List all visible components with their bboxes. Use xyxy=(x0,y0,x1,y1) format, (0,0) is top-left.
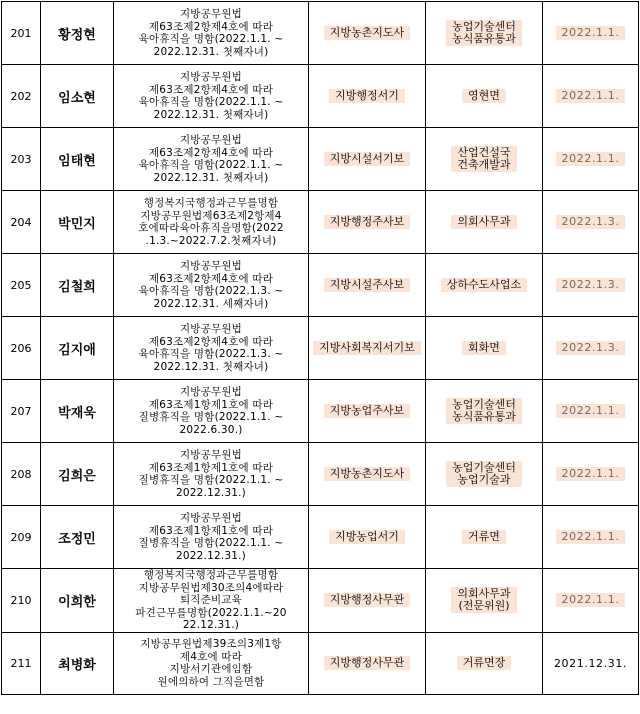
order-description: 지방공무원법 제63조제2항제4호에 따라 육아휴직을 명함(2022.1.1. ~ 2022.12.31. 첫째자녀) xyxy=(138,71,284,121)
order-description: 지방공무원법 제63조제2항제4호에 따라 육아휴직을 명함(2022.1.3. ~ 2022.12.31. 세째자녀) xyxy=(138,260,284,310)
row-number: 205 xyxy=(10,278,32,292)
row-number-cell xyxy=(2,254,41,317)
department-cell xyxy=(426,506,543,569)
department-cell xyxy=(426,128,543,191)
rank-cell xyxy=(309,65,426,128)
description-cell xyxy=(114,569,309,633)
rank-label: 지방행정사무관 xyxy=(324,593,410,607)
department-label: 농업기술센터 농식품유통과 xyxy=(446,20,522,46)
row-number: 207 xyxy=(10,404,32,418)
effective-date: 2022.1.1. xyxy=(556,89,626,103)
table-row xyxy=(2,191,639,254)
rank-label: 지방농촌지도사 xyxy=(324,26,410,40)
date-cell xyxy=(543,380,639,443)
department-label: 산업건설국 건축개발과 xyxy=(451,146,516,172)
person-name: 김철희 xyxy=(58,279,96,295)
person-name: 임태현 xyxy=(58,153,96,169)
name-cell xyxy=(41,506,114,569)
rank-cell xyxy=(309,128,426,191)
person-name: 황정현 xyxy=(58,27,96,43)
person-name: 조정민 xyxy=(58,531,96,547)
date-cell xyxy=(543,2,639,65)
person-name: 박민지 xyxy=(58,216,96,232)
department-label: 거류면 xyxy=(462,530,506,544)
description-cell xyxy=(114,128,309,191)
department-label: 상하수도사업소 xyxy=(441,278,527,292)
table-row xyxy=(2,380,639,443)
department-label: 영현면 xyxy=(462,89,506,103)
order-description: 행정복지국행정과근무를명함 지방공무원법제63조제2항제4 호에따라육아휴직을명함(2022 .1.3.~2022.7.2.첫째자녀) xyxy=(138,197,284,247)
name-cell xyxy=(41,2,114,65)
rank-label: 지방농업서기 xyxy=(329,530,405,544)
description-cell xyxy=(114,65,309,128)
person-name: 이희한 xyxy=(58,594,96,610)
row-number-cell xyxy=(2,317,41,380)
name-cell xyxy=(41,569,114,633)
rank-label: 지방시설서기보 xyxy=(324,152,410,166)
rank-cell xyxy=(309,443,426,506)
description-cell xyxy=(114,443,309,506)
effective-date: 2022.1.1. xyxy=(556,467,626,481)
row-number-cell xyxy=(2,632,41,694)
name-cell xyxy=(41,128,114,191)
order-description: 지방공무원법 제63조제1항제1호에 따라 질병휴직을 명함(2022.1.1. ~ 2022.6.30.) xyxy=(138,386,284,436)
table-row xyxy=(2,65,639,128)
department-label: 회화면 xyxy=(462,341,506,355)
table-row xyxy=(2,317,639,380)
rank-label: 지방농업주사보 xyxy=(324,404,410,418)
effective-date: 2022.1.3. xyxy=(556,215,626,229)
rank-label: 지방행정사무관 xyxy=(324,656,410,670)
row-number-cell xyxy=(2,2,41,65)
department-cell xyxy=(426,380,543,443)
department-cell xyxy=(426,569,543,633)
row-number: 201 xyxy=(10,26,32,40)
department-cell xyxy=(426,254,543,317)
row-number: 203 xyxy=(10,152,32,166)
row-number: 206 xyxy=(10,341,32,355)
rank-label: 지방농촌지도사 xyxy=(324,467,410,481)
table-row xyxy=(2,254,639,317)
department-cell xyxy=(426,2,543,65)
rank-cell xyxy=(309,254,426,317)
department-cell xyxy=(426,632,543,694)
department-label: 거류면장 xyxy=(457,656,512,670)
row-number-cell xyxy=(2,506,41,569)
date-cell xyxy=(543,317,639,380)
department-label: 농업기술센터 농업기술과 xyxy=(446,461,522,487)
rank-label: 지방행정서기 xyxy=(329,89,405,103)
rank-cell xyxy=(309,380,426,443)
personnel-table xyxy=(1,1,639,695)
name-cell xyxy=(41,380,114,443)
row-number: 210 xyxy=(10,593,32,607)
department-label: 의회사무과 (전문위원) xyxy=(451,587,516,613)
rank-cell xyxy=(309,2,426,65)
row-number: 209 xyxy=(10,530,32,544)
department-label: 의회사무과 xyxy=(451,215,516,229)
order-description: 지방공무원법 제63조제2항제4호에 따라 육아휴직을 명함(2022.1.1. ~ 2022.12.31. 첫째자녀) xyxy=(138,8,284,58)
table-row xyxy=(2,128,639,191)
effective-date: 2022.1.1. xyxy=(556,152,626,166)
name-cell xyxy=(41,254,114,317)
date-cell xyxy=(543,254,639,317)
person-name: 김희은 xyxy=(58,468,96,484)
order-description: 지방공무원법 제63조제2항제4호에 따라 육아휴직을 명함(2022.1.1. ~ 2022.12.31. 첫째자녀) xyxy=(138,134,284,184)
rank-label: 지방시설주사보 xyxy=(324,278,410,292)
date-cell xyxy=(543,191,639,254)
person-name: 박재욱 xyxy=(58,405,96,421)
row-number: 202 xyxy=(10,89,32,103)
description-cell xyxy=(114,506,309,569)
row-number-cell xyxy=(2,443,41,506)
order-description: 지방공무원법제39조의3제1항 제4호에 따라 지방서기관에임함 원에의하여 그직을면함 xyxy=(140,638,282,688)
table-row xyxy=(2,632,639,694)
rank-label: 지방행정주사보 xyxy=(324,215,410,229)
order-description: 지방공무원법 제63조제1항제1호에 따라 질병휴직을 명함(2022.1.1. ~ 2022.12.31.) xyxy=(138,512,284,562)
table-row xyxy=(2,506,639,569)
date-cell xyxy=(543,569,639,633)
table-row xyxy=(2,443,639,506)
row-number-cell xyxy=(2,128,41,191)
date-cell xyxy=(543,65,639,128)
table-row xyxy=(2,569,639,633)
rank-cell xyxy=(309,317,426,380)
department-cell xyxy=(426,443,543,506)
rank-cell xyxy=(309,632,426,694)
effective-date: 2022.1.1. xyxy=(556,26,626,40)
department-cell xyxy=(426,65,543,128)
effective-date: 2022.1.1. xyxy=(556,530,626,544)
person-name: 김지애 xyxy=(58,342,96,358)
date-cell xyxy=(543,443,639,506)
description-cell xyxy=(114,254,309,317)
effective-date: 2022.1.3. xyxy=(556,341,626,355)
order-description: 지방공무원법 제63조제2항제4호에 따라 육아휴직을 명함(2022.1.3. ~ 2022.12.31. 첫째자녀) xyxy=(138,323,284,373)
rank-cell xyxy=(309,506,426,569)
description-cell xyxy=(114,191,309,254)
name-cell xyxy=(41,317,114,380)
row-number-cell xyxy=(2,191,41,254)
person-name: 임소현 xyxy=(58,90,96,106)
order-description: 행정복지국행정과근무를명함 지방공무원법제30조의4에따라 퇴직준비교육 파견근무를명함(2022.1.1.~20 22.12.31.) xyxy=(135,569,287,631)
table-row xyxy=(2,2,639,65)
person-name: 최병화 xyxy=(58,657,96,673)
rank-cell xyxy=(309,191,426,254)
date-cell xyxy=(543,506,639,569)
rank-cell xyxy=(309,569,426,633)
order-description: 지방공무원법 제63조제1항제1호에 따라 질병휴직을 명함(2022.1.1. ~ 2022.12.31.) xyxy=(138,449,284,499)
description-cell xyxy=(114,380,309,443)
name-cell xyxy=(41,443,114,506)
name-cell xyxy=(41,65,114,128)
date-cell xyxy=(543,632,639,694)
name-cell xyxy=(41,191,114,254)
row-number-cell xyxy=(2,65,41,128)
effective-date: 2022.1.3. xyxy=(556,278,626,292)
department-label: 농업기술센터 농식품유통과 xyxy=(446,398,522,424)
row-number: 204 xyxy=(10,215,32,229)
description-cell xyxy=(114,2,309,65)
effective-date: 2022.1.1. xyxy=(556,404,626,418)
row-number-cell xyxy=(2,569,41,633)
effective-date: 2021.12.31. xyxy=(553,656,628,670)
date-cell xyxy=(543,128,639,191)
effective-date: 2022.1.1. xyxy=(556,593,626,607)
row-number: 208 xyxy=(10,467,32,481)
rank-label: 지방사회복지서기보 xyxy=(313,341,421,355)
department-cell xyxy=(426,191,543,254)
name-cell xyxy=(41,632,114,694)
row-number-cell xyxy=(2,380,41,443)
description-cell xyxy=(114,632,309,694)
description-cell xyxy=(114,317,309,380)
department-cell xyxy=(426,317,543,380)
table-body xyxy=(2,2,639,695)
row-number: 211 xyxy=(10,656,32,670)
